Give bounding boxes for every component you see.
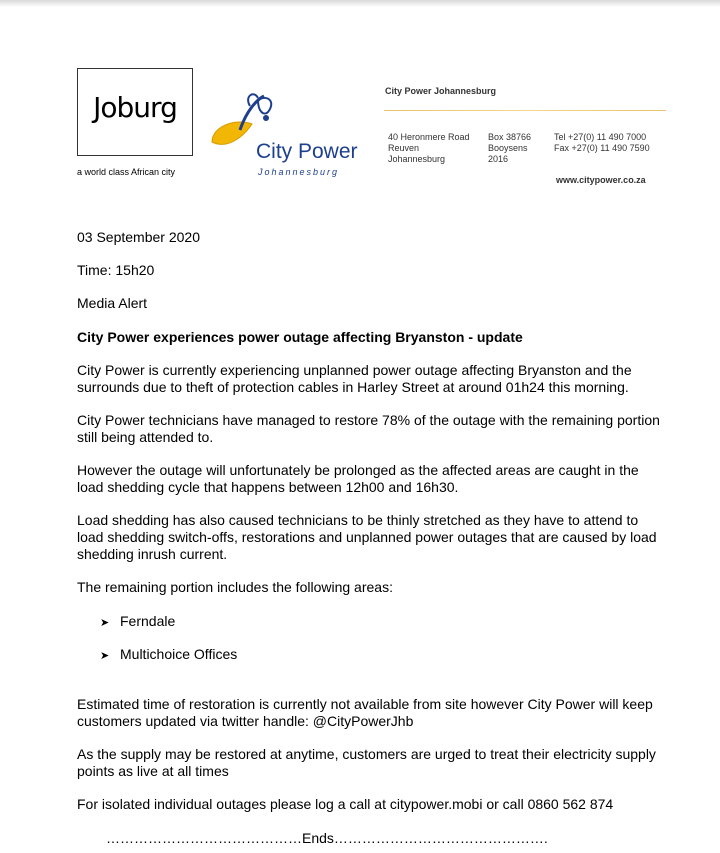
ends-dots-left: …………………………………… [106,830,302,846]
ends-label: Ends [302,830,334,846]
joburg-logo-text: Joburg [93,91,177,124]
paragraph: For isolated individual outages please log a call at citypower.mobi or call 0860 562 874 [77,796,614,812]
list-item-label: Ferndale [120,613,176,629]
letterhead-box [488,132,531,165]
document-type: Media Alert [77,295,148,311]
paragraph: City Power technicians have managed to restore 78% of the outage with the remaining portion still being attended to. [77,412,660,445]
box-line: Box 38766 [488,132,532,142]
paragraph: Load shedding has also caused technicians to be thinly stretched as they have to attend to load shedding switch-offs, restorations and unplanned power outages that are caused by load shedding inrush current. [77,512,657,562]
page-top-shade [0,0,720,7]
paragraph: As the supply may be restored at anytime, customers are urged to treat their electricity supply points as live at all times [77,746,656,779]
letterhead-website: www.citypower.co.za [556,175,646,185]
letterhead-address [388,132,470,165]
fax-line: Fax +27(0) 11 490 7590 [554,143,650,153]
letterhead-company: City Power Johannesburg [385,86,497,96]
address-line: Johannesburg [388,154,446,164]
list-item [100,613,175,632]
arrow-bullet-icon: ➤ [100,617,110,629]
paragraph: City Power is currently experiencing unplanned power outage affecting Bryanston and the surrounds due to theft of protection cables in Harley Street at around 01h24 this morning. [77,362,632,395]
letterhead-rule [384,110,666,111]
list-item-label: Multichoice Offices [120,646,238,662]
address-line: 40 Heronmere Road [388,132,470,142]
document-time: Time: 15h20 [77,262,155,278]
tel-line: Tel +27(0) 11 490 7000 [554,132,647,142]
arrow-bullet-icon: ➤ [100,650,110,662]
joburg-logo [77,68,193,156]
paragraph: Estimated time of restoration is currently not available from site however City Power will keep customers updated via twitter handle: @CityPowerJhb [77,696,653,729]
list-item [100,646,237,665]
address-line: Reuven [388,143,420,153]
citypower-name: City Power [256,140,358,163]
joburg-tagline: a world class African city [77,167,176,177]
document-date: 03 September 2020 [77,229,200,245]
paragraph: However the outage will unfortunately be prolonged as the affected areas are caught in the load shedding cycle that happens between 12h00 and 16h30. [77,462,639,495]
paragraph: The remaining portion includes the following areas: [77,579,393,595]
box-line: 2016 [488,154,509,164]
box-line: Booysens [488,143,528,153]
ends-dots-right: ………………………………………. [333,830,548,846]
document-headline: City Power experiences power outage affecting Bryanston - update [77,329,523,345]
ends-marker [106,830,548,847]
letterhead-phone [554,132,650,154]
citypower-sub: Johannesburg [258,167,340,177]
